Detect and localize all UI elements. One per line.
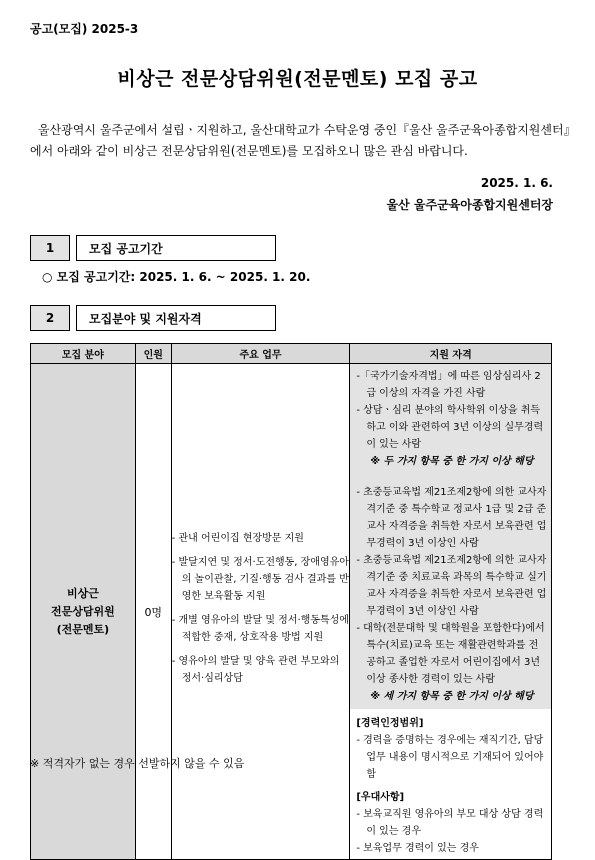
duty-item: - 영유아의 발달 및 양육 관련 부모와의 정서·심리상담 [171,655,340,684]
column-header: 지원 자격 [350,344,552,364]
column-header: 주요 업무 [171,344,350,364]
qualification-item: - 초중등교육법 제21조제2항에 의한 교사자격기준 중 치료교육 과목의 특수학교 실기교사 자격증을 취득한 자로서 보육관련 업무경력이 3년 이상인 사람 [356,555,547,617]
section-number: 1 [30,235,70,261]
notice-date: 2025. 1. 6. [480,176,553,190]
recruitment-table [30,343,552,860]
preference-item: - 보육업무 경력이 있는 경우 [356,843,479,854]
section-title: 모집분야 및 지원자격 [76,305,276,331]
recruitment-period-text: 모집 공고기간: 2025. 1. 6. ~ 2025. 1. 20. [56,270,311,284]
issuing-organization: 울산 울주군육아종합지원센터장 [386,198,553,212]
section-1-header [30,235,276,261]
preference-heading: [우대사항] [356,792,405,803]
duty-item: - 발달지연 및 정서·도전행동, 장애영유아의 놀이관찰, 기질·행동 검사 결과를 반영한 보육활동 지원 [171,556,349,602]
page-title: 비상근 전문상담위원(전문멘토) 모집 공고 [117,68,478,90]
qualification-block [350,364,551,709]
field-line: (전문멘토) [56,622,110,636]
career-recognition-block [350,709,551,785]
column-header: 인원 [135,344,171,364]
preference-block [350,785,551,859]
section-title: 모집 공고기간 [76,235,276,261]
table-row [31,364,552,860]
recruitment-field-cell [31,364,136,860]
qualification-item: - 초중등교육법 제21조제2항에 의한 교사자격기준 중 특수학교 정교사 1급 및 2급 준교사 자격증을 취득한 자로서 보육관련 업무경력이 3년 이상인 사람 [356,487,547,549]
qualification-item: - 상담ㆍ심리 분야의 학사학위 이상을 취득하고 이와 관련하여 3년 이상의 실무경력이 있는 사람 [356,405,544,450]
notice-number: 공고(모집) 2025-3 [30,22,139,36]
career-recognition-text: - 경력을 증명하는 경우에는 재직기간, 담당 업무 내용이 명시적으로 기재되어 있어야 함 [356,735,544,780]
duties-cell [171,364,350,860]
duty-item: - 관내 어린이집 현장방문 지원 [171,532,304,544]
preference-item: - 보육교직원 영유아의 부모 대상 상담 경력이 있는 경우 [356,809,544,837]
qualification-item: -「국가기술자격법」에 따른 임상심리사 2급 이상의 자격을 가진 사람 [356,371,541,399]
field-line: 전문상담위원 [51,604,115,618]
intro-paragraph: 울산광역시 울주군에서 설립ㆍ지원하고, 울산대학교가 수탁운영 중인『울산 울주군육아종합지원센터』에서 아래와 같이 비상근 전문상담위원(전문멘토)를 모집하오니 많은 관심 바랍니다. [30,123,570,158]
qualifications-cell [350,364,552,860]
field-line: 비상근 [66,586,99,600]
section-number: 2 [30,305,70,331]
column-header: 모집 분야 [31,344,136,364]
duty-item: - 개별 영유아의 발달 및 정서·행동특성에 적합한 중재, 상호작용 방법 지원 [171,614,349,643]
circle-bullet-icon: ○ [42,270,53,284]
headcount-cell: 0명 [135,364,171,860]
career-recognition-heading: [경력인정범위] [356,718,424,729]
qualification-note: ※ 세 가지 항목 중 한 가지 이상 해당 [370,691,534,702]
table-header-row [31,344,552,364]
qualification-note: ※ 두 가지 항목 중 한 가지 이상 해당 [370,456,534,467]
footnote: ※ 적격자가 없는 경우 선발하지 않을 수 있음 [30,757,245,770]
qualification-item: - 대학(전문대학 및 대학원을 포함한다)에서 특수(치료)교육 또는 재활관련학과를 전공하고 졸업한 자로서 어린이집에서 3년 이상 종사한 경력이 있는 사람 [356,623,545,685]
section-2-header [30,305,276,331]
recruitment-period [42,268,310,285]
